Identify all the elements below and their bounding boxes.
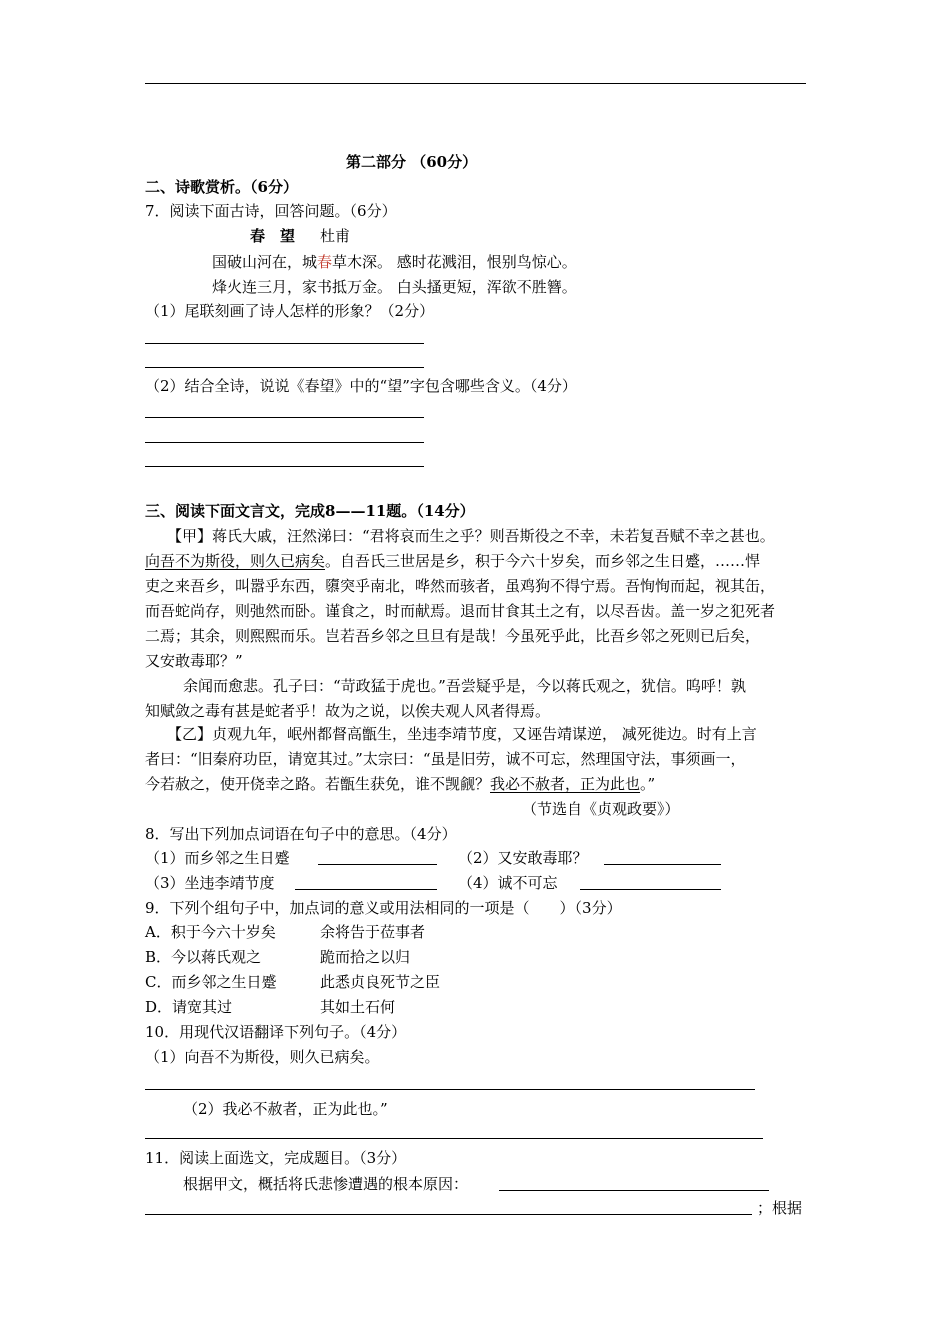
question-10-stem: 10．用现代汉语翻译下列句子。（4分） [145, 1023, 407, 1041]
option-a-left: A．积于今六十岁矣 [145, 923, 276, 941]
answer-line[interactable] [145, 1089, 755, 1090]
section-2-heading: 二、诗歌赏析。（6分） [145, 178, 298, 196]
passage-jia-line-4: 而吾蛇尚存，则弛然而卧。谨食之，时而献焉。退而甘食其土之有，以尽吾齿。盖一岁之犯死者 [145, 602, 776, 620]
passage-jia-line-2 [145, 551, 760, 571]
poem-line-1-part-a: 国破山河在，城 [212, 253, 318, 271]
answer-line[interactable] [604, 864, 721, 865]
passage-jia-line-1 [167, 526, 775, 546]
question-10-sentence-2: （2）我必不赦者，正为此也。” [183, 1100, 388, 1118]
option-b-left: B．今以蒋氏观之 [145, 948, 262, 966]
question-8-item-2: （2）又安敢毒耶？ [458, 849, 588, 867]
question-11-tail: ；根据 [757, 1199, 803, 1217]
question-10-sentence-1: （1）向吾不为斯役，则久已病矣。 [145, 1048, 380, 1066]
option-d-left: D．请宽其过 [145, 998, 233, 1016]
passage-yi-line-3 [145, 774, 655, 794]
answer-line[interactable] [295, 889, 437, 890]
question-9-stem: 9．下列个组句子中，加点词的意义或用法相同的一项是（ ）（3分） [145, 899, 622, 917]
question-8-item-3: （3）坐违李靖节度 [145, 874, 275, 892]
passage-para2-line-1: 余闻而愈悲。孔子曰：“苛政猛于虎也。”吾尝疑乎是，今以蒋氏观之，犹信。呜呼！孰 [183, 677, 746, 695]
question-11-prompt: 根据甲文，概括将氏悲惨遭遇的根本原因： [183, 1175, 469, 1193]
answer-line[interactable] [145, 417, 424, 418]
question-7-stem: 7．阅读下面古诗，回答问题。（6分） [145, 202, 397, 220]
poem-line-1-part-b: 草木深。 感时花溅泪，恨别鸟惊心。 [332, 253, 577, 271]
part-title: 第二部分 （60分） [346, 153, 478, 171]
passage-jia-line-6: 又安敢毒耶？” [145, 652, 243, 670]
passage-yi-tag: 【乙】 [167, 725, 213, 743]
passage-text: 蒋氏大戚，汪然涕曰：“君将哀而生之乎？则吾斯役之不幸，未若复吾赋不幸之甚也。 [212, 527, 775, 545]
answer-line[interactable] [499, 1190, 769, 1191]
question-7-2: （2）结合全诗，说说《春望》中的“望”字包含哪些含义。（4分） [145, 377, 577, 395]
passage-yi-line-2: 者曰：“旧秦府功臣，请宽其过。”太宗曰：“虽是旧劳，诚不可忘，然理国守法，事须画一， [145, 750, 746, 768]
passage-text: 今若赦之，使开侥幸之路。若甑生获免，谁不觊觎？ [145, 775, 491, 793]
option-c-right: 此悉贞良死节之臣 [320, 973, 441, 991]
passage-text: 。自吾氏三世居是乡，积于今六十岁矣，而乡邻之生日蹙，……悍 [325, 552, 761, 570]
answer-line[interactable] [145, 1138, 763, 1139]
answer-line[interactable] [580, 889, 721, 890]
section-3-heading: 三、阅读下面文言文，完成8——11题。（14分） [145, 502, 475, 520]
passage-yi-line-1 [167, 724, 757, 744]
answer-line[interactable] [145, 367, 424, 368]
passage-jia-line-5: 二焉；其余，则熙熙而乐。岂若吾乡邻之旦旦有是哉！今虽死乎此，比吾乡邻之死则已后矣， [145, 627, 761, 645]
passage-para2-line-2: 知赋敛之毒有甚是蛇者乎！故为之说，以俟夫观人风者得焉。 [145, 702, 551, 720]
answer-line[interactable] [145, 1214, 752, 1215]
question-11-stem: 11．阅读上面选文，完成题目。（3分） [145, 1149, 407, 1167]
underlined-sentence: 向吾不为斯役，则久已病矣 [145, 552, 326, 570]
answer-line[interactable] [145, 442, 424, 443]
option-b-right: 跪而拾之以归 [320, 948, 411, 966]
poem-title: 春 望 [250, 227, 296, 245]
question-8-stem: 8．写出下列加点词语在句子中的意思。（4分） [145, 825, 457, 843]
passage-jia-tag: 【甲】 [167, 527, 213, 545]
question-8-item-4: （4）诚不可忘 [458, 874, 558, 892]
poem-line-1 [212, 252, 577, 272]
answer-line[interactable] [318, 864, 437, 865]
option-a-right: 余将告于莅事者 [320, 923, 426, 941]
option-c-left: C．而乡邻之生日蹙 [145, 973, 277, 991]
question-7-1: （1）尾联刻画了诗人怎样的形象？（2分） [145, 302, 435, 320]
passage-source: （节选自《贞观政要》） [522, 800, 680, 818]
poem-highlight-char: 春 [317, 253, 333, 271]
option-d-right: 其如土石何 [320, 998, 396, 1016]
answer-line[interactable] [145, 466, 424, 467]
passage-text: 。” [640, 775, 656, 793]
poem-line-2: 烽火连三月，家书抵万金。 白头搔更短，浑欲不胜簪。 [212, 278, 577, 296]
underlined-sentence: 我必不赦者，正为此也 [490, 775, 641, 793]
answer-line[interactable] [145, 343, 424, 344]
question-8-item-1: （1）而乡邻之生日蹙 [145, 849, 290, 867]
passage-text: 贞观九年，岷州都督高甑生，坐违李靖节度，又诬告靖谋逆， 减死徙边。时有上言 [212, 725, 757, 743]
header-rule [145, 83, 806, 84]
passage-jia-line-3: 吏之来吾乡，叫嚣乎东西，隳突乎南北，哗然而骇者，虽鸡狗不得宁焉。吾恂恂而起，视其缶， [145, 577, 776, 595]
poem-author: 杜甫 [320, 227, 351, 245]
